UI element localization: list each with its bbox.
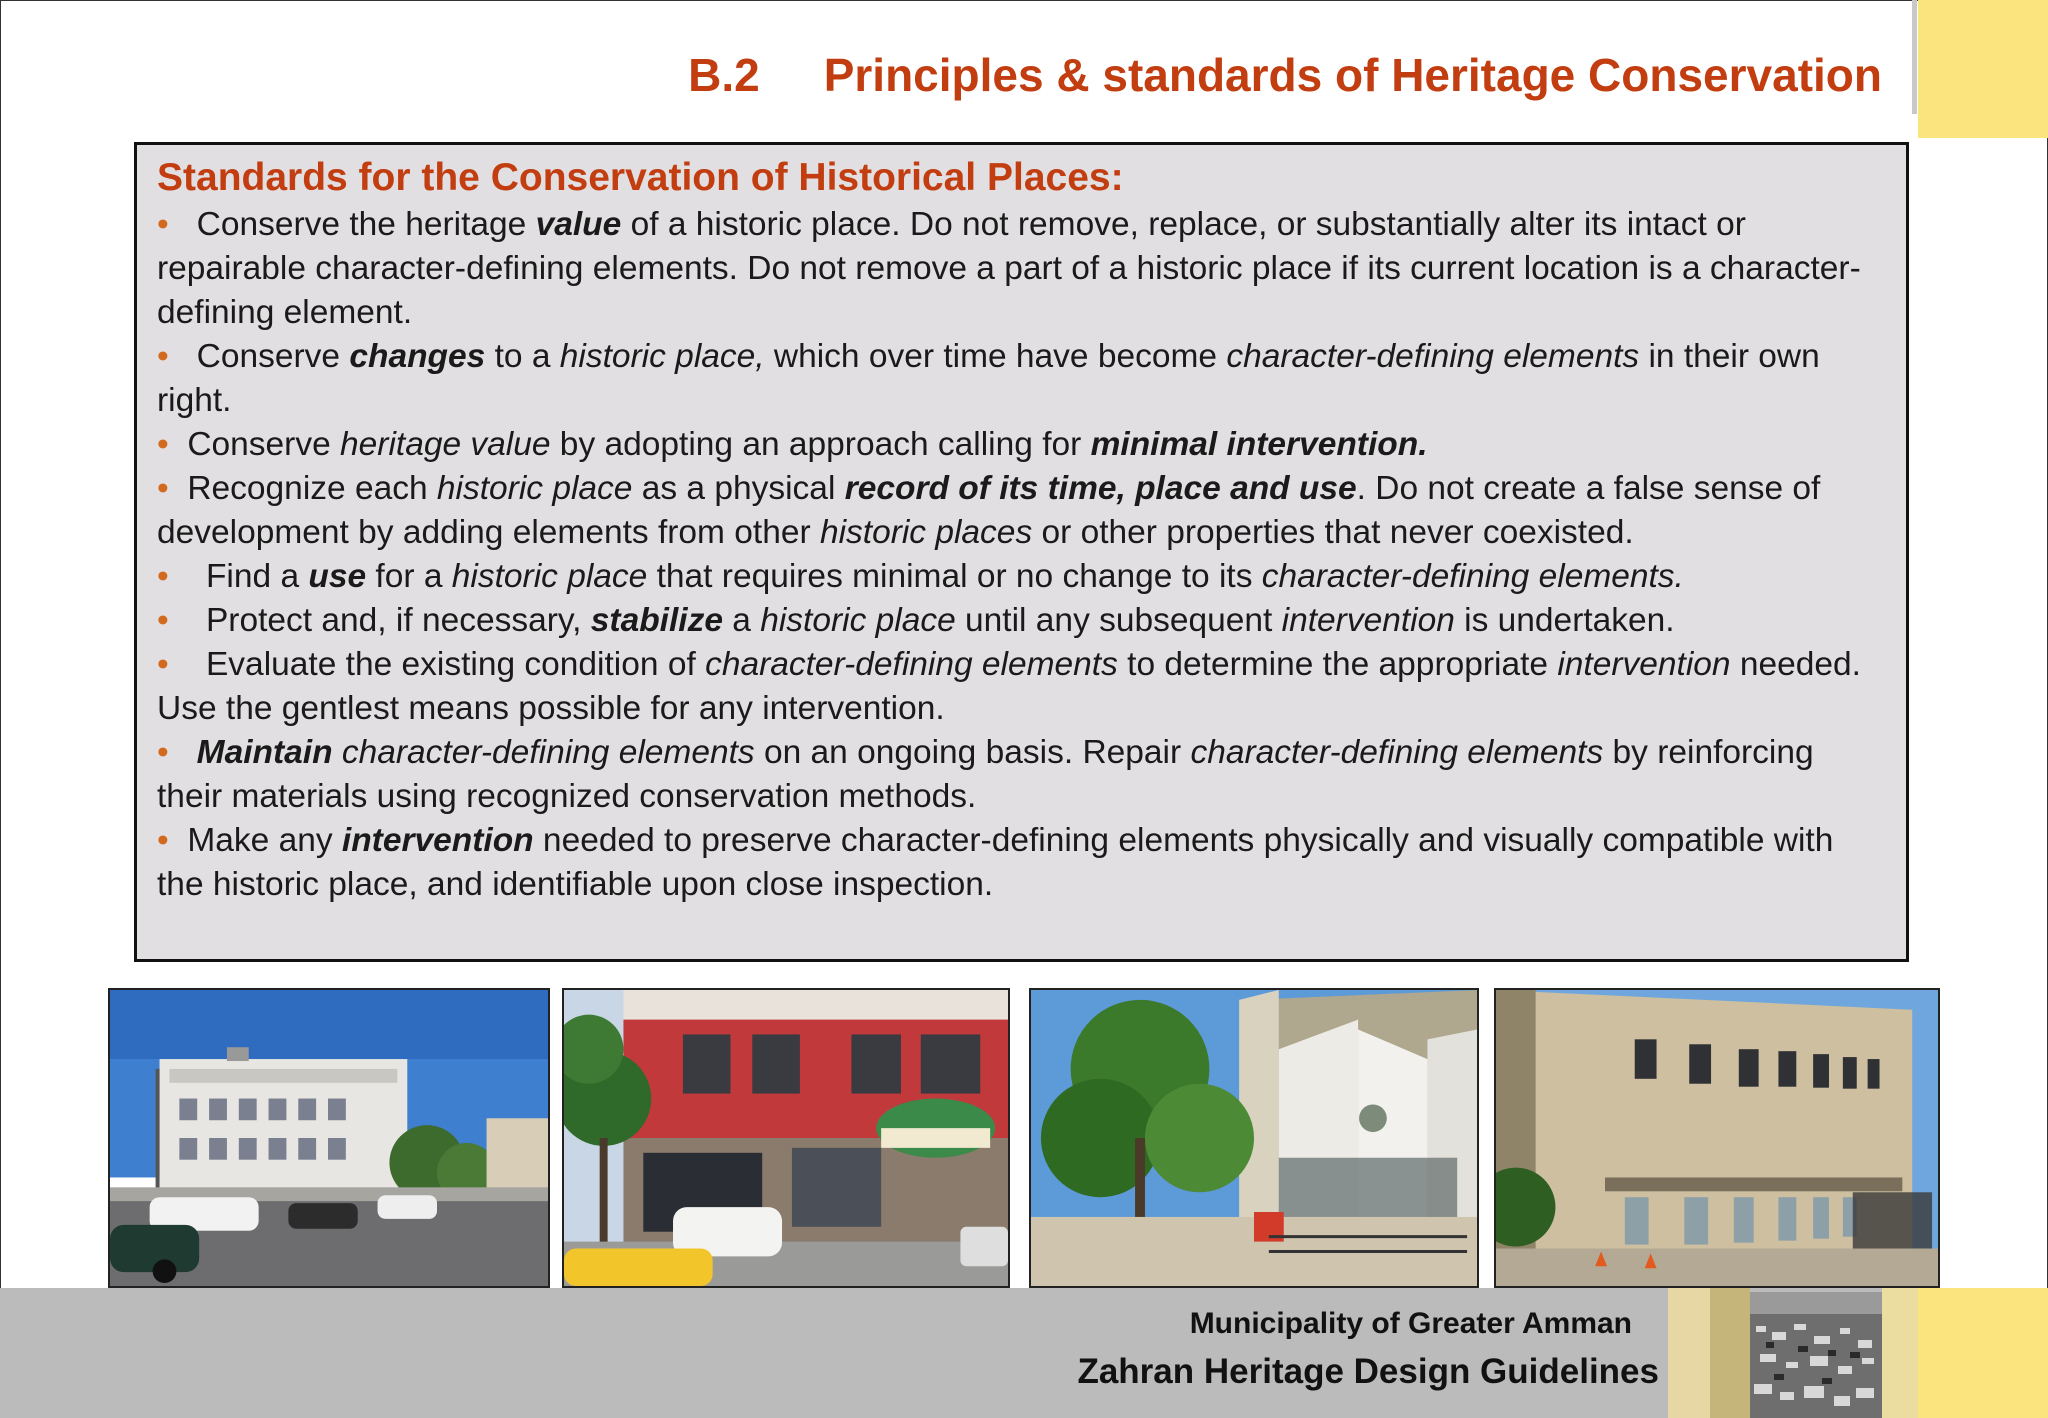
footer-accent-mid <box>1710 1288 1750 1418</box>
standard-text: needed to preserve character-defining elements physically and visually compatible with the historic place, and identifiable upon close inspection. <box>157 822 1843 904</box>
standard-emphasis: minimal intervention. <box>1090 426 1428 464</box>
standard-item <box>157 423 1888 467</box>
footer-accent-right <box>1918 1288 2048 1418</box>
standard-item <box>157 467 1888 555</box>
photo-historic-stone-facade <box>1494 988 1940 1288</box>
standard-text: that requires minimal or no change to its <box>647 558 1262 596</box>
footer-accent-left <box>1668 1288 1710 1418</box>
standard-emphasis: Maintain <box>196 734 333 772</box>
standard-text: to a <box>485 338 560 376</box>
standard-emphasis: character-defining elements <box>1190 734 1604 772</box>
standards-list <box>157 203 1888 907</box>
bullet-icon: • <box>157 206 169 244</box>
standard-text: on an ongoing basis. Repair <box>754 734 1191 772</box>
footer-document-title: Zahran Heritage Design Guidelines <box>1077 1352 1659 1391</box>
standard-text: Make any <box>168 822 342 860</box>
footer-organization: Municipality of Greater Amman <box>1189 1307 1632 1340</box>
photo-icon <box>110 990 548 1286</box>
standard-item <box>157 731 1888 819</box>
standard-text: Conserve <box>168 426 341 464</box>
standard-emphasis: changes <box>349 338 486 376</box>
standard-text: or other properties that never coexisted. <box>1032 514 1634 552</box>
standard-emphasis: use <box>308 558 367 596</box>
standard-text: is undertaken. <box>1454 602 1675 640</box>
standard-item <box>157 643 1888 731</box>
standard-text: Find a <box>168 558 309 596</box>
standard-emphasis: historic place, <box>559 338 765 376</box>
bullet-icon: • <box>157 602 169 640</box>
standard-text: for a <box>366 558 452 596</box>
standard-text <box>333 734 342 771</box>
standard-emphasis: historic place <box>760 602 956 640</box>
photo-stone-building-trees <box>1029 988 1479 1288</box>
top-accent-block <box>1918 0 2048 138</box>
standard-item <box>157 599 1888 643</box>
standard-text: which over time have become <box>764 338 1227 376</box>
standard-text: . Do not create a false sense of development by adding elements from other <box>157 470 1830 552</box>
standard-text: as a physical <box>632 470 845 508</box>
standard-emphasis: historic place <box>436 470 633 508</box>
standard-item <box>157 203 1888 335</box>
standard-emphasis: historic place <box>451 558 648 596</box>
photo-street-corner-building <box>108 988 550 1288</box>
standard-emphasis: intervention <box>1557 646 1731 684</box>
standard-item <box>157 819 1888 907</box>
standard-emphasis: value <box>535 206 622 244</box>
standard-text: by reinforcing their materials using recognized conservation methods. <box>157 734 1823 816</box>
standard-text: needed. Use the gentlest means possible for any intervention. <box>157 646 1871 728</box>
standard-text: Protect and, if necessary, <box>168 602 591 640</box>
bullet-icon: • <box>157 734 169 772</box>
standard-text: to determine the appropriate <box>1117 646 1558 684</box>
standard-text: Evaluate the existing condition of <box>168 646 706 684</box>
footer-city-photo <box>1750 1292 1882 1418</box>
photo-red-corner-shop <box>562 988 1010 1288</box>
standard-text: in their own right. <box>157 338 1830 420</box>
photo-icon <box>1031 990 1477 1286</box>
bullet-icon: • <box>157 470 169 508</box>
standard-emphasis: intervention <box>341 822 534 860</box>
standard-emphasis: intervention <box>1281 602 1455 640</box>
standard-text: by adopting an approach calling for <box>550 426 1091 464</box>
standard-emphasis: character-defining elements <box>705 646 1118 684</box>
photo-icon <box>1496 990 1938 1286</box>
standard-text: Recognize each <box>168 470 437 508</box>
bullet-icon: • <box>157 558 169 596</box>
bullet-icon: • <box>157 822 169 860</box>
bullet-icon: • <box>157 646 169 684</box>
standard-text <box>169 734 197 771</box>
bullet-icon: • <box>157 338 169 376</box>
slide-title-text: Principles & standards of Heritage Conservation <box>823 49 1882 101</box>
standards-box <box>134 142 1909 962</box>
top-accent-rule <box>1912 0 1917 114</box>
bullet-icon: • <box>157 426 169 464</box>
standard-emphasis: historic places <box>819 514 1033 552</box>
standard-emphasis: character-defining elements <box>341 734 755 772</box>
standard-text: Conserve <box>168 338 350 376</box>
standard-emphasis: stabilize <box>590 602 723 640</box>
standard-emphasis: heritage value <box>340 426 551 464</box>
city-skyline-icon <box>1750 1292 1882 1418</box>
standard-text: a <box>722 602 761 640</box>
photo-icon <box>564 990 1008 1286</box>
standard-text: of a historic place. Do not remove, replace, or substantially alter its intact or repairable character-defining elements. Do not remove a part of a historic place if its current location is a character-defining element. <box>157 206 1861 332</box>
standard-text: Conserve the heritage <box>168 206 536 244</box>
slide-title <box>688 48 1882 102</box>
standard-text: until any subsequent <box>955 602 1282 640</box>
standard-item <box>157 555 1888 599</box>
slide-section-code: B.2 <box>688 49 760 101</box>
standard-item <box>157 335 1888 423</box>
standard-emphasis: character-defining elements <box>1226 338 1640 376</box>
footer-accent-strip <box>1882 1288 1918 1418</box>
standard-emphasis: record of its time, place and use <box>844 470 1357 508</box>
standard-emphasis: character-defining elements. <box>1261 558 1684 596</box>
standards-heading: Standards for the Conservation of Historical Places: <box>157 156 1124 199</box>
